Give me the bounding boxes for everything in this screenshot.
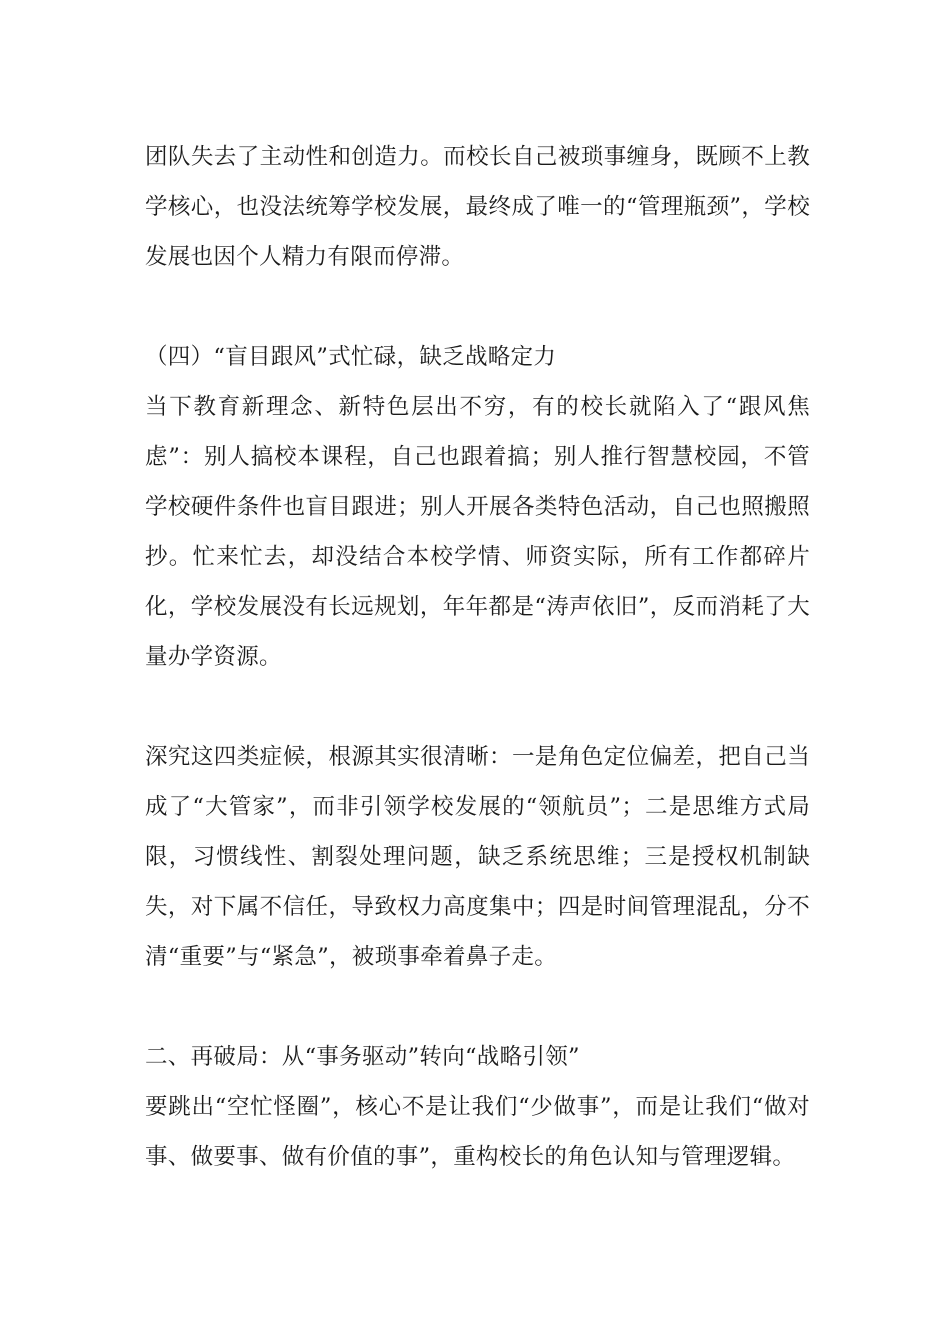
continued-paragraph: 团队失去了主动性和创造力。而校长自己被琐事缠身，既顾不上教学核心，也没法统筹学校发展，最终成了唯一的“管理瓶颈”，学校发展也因个人精力有限而停滞。 <box>145 144 810 270</box>
root-cause-paragraph: 深究这四类症候，根源其实很清晰：一是角色定位偏差，把自己当成了“大管家”，而非引领学校发展的“领航员”；二是思维方式局限，习惯线性、割裂处理问题，缺乏系统思维；三是授权机制缺失，对下属不信任，导致权力高度集中；四是时间管理混乱，分不清“重要”与“紧急”，被琐事牵着鼻子走。 <box>145 744 810 970</box>
paragraph-gap <box>145 982 810 1032</box>
section-4-body: 当下教育新理念、新特色层出不穷，有的校长就陷入了“跟风焦虑”：别人搞校本课程，自己也跟着搞；别人推行智慧校园，不管学校硬件条件也盲目跟进；别人开展各类特色活动，自己也照搬照抄。忙来忙去，却没结合本校学情、师资实际，所有工作都碎片化，学校发展没有长远规划，年年都是“涛声依旧”，反而消耗了大量办学资源。 <box>145 394 810 670</box>
document-page <box>145 132 810 1182</box>
section-4-heading: （四）“盲目跟风”式忙碌，缺乏战略定力 <box>145 344 557 370</box>
part-2-heading: 二、再破局：从“事务驱动”转向“战略引领” <box>145 1044 580 1070</box>
paragraph-gap <box>145 282 810 332</box>
part-2-body: 要跳出“空忙怪圈”，核心不是让我们“少做事”，而是让我们“做对事、做要事、做有价值的事”，重构校长的角色认知与管理逻辑。 <box>145 1094 810 1170</box>
paragraph-gap <box>145 682 810 732</box>
